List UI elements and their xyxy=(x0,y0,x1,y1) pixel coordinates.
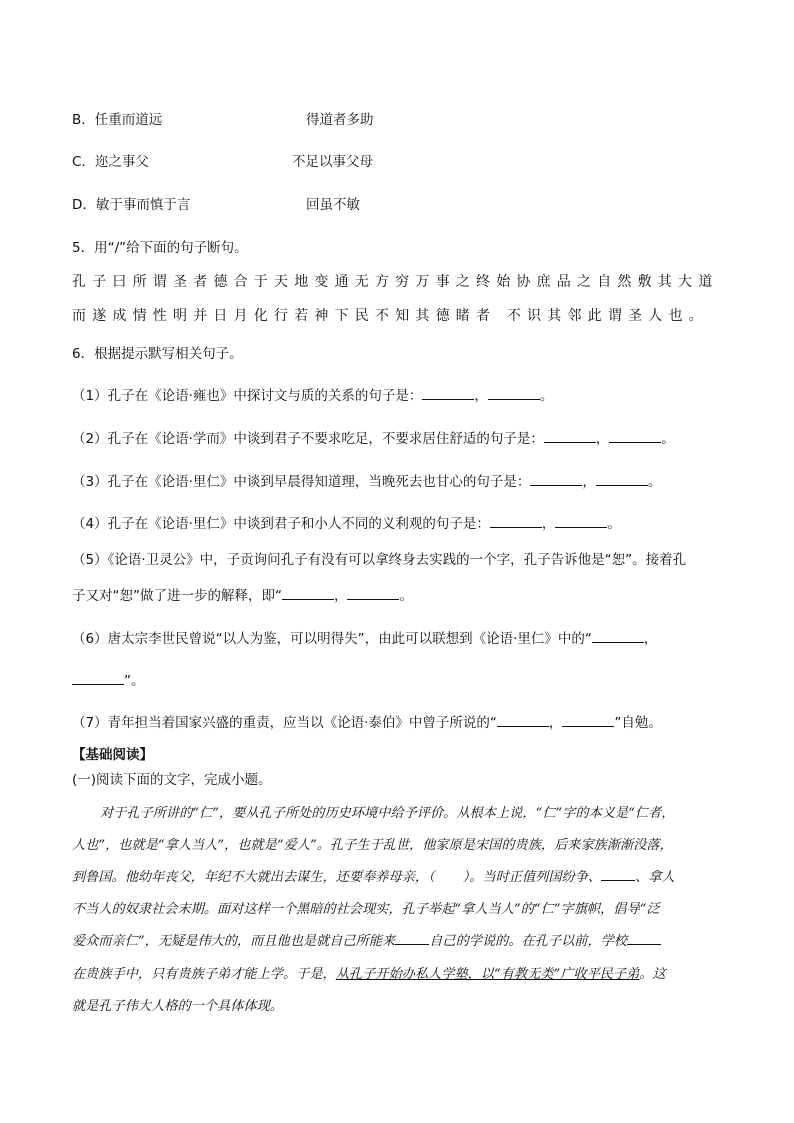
reading-heading: 【基础阅读】 xyxy=(72,747,153,763)
answer-blank[interactable] xyxy=(596,473,648,486)
separator: ， xyxy=(333,588,348,604)
answer-blank[interactable] xyxy=(488,387,540,400)
item-2-text: （2）孔子在《论语·学而》中谈到君子不要求吃足，不要求居住舒适的句子是： xyxy=(72,431,544,447)
passage-text: 到鲁国。他幼年丧父，年纪不大就出去谋生，还要奉养母亲，（ xyxy=(72,870,435,885)
question-6-item-6-line-2 xyxy=(72,669,145,689)
item-4-text: （4）孔子在《论语·里仁》中谈到君子和小人不同的义利观的句子是： xyxy=(72,516,490,532)
item-3-text: （3）孔子在《论语·里仁》中谈到早晨得知道理，当晚死去也甘心的句子是： xyxy=(72,474,531,490)
passage-line-1: 对于孔子所讲的“仁”，要从孔子所处的历史环境中给予评价。从根本上说，“仁”字的本义是“仁者， xyxy=(100,806,675,821)
answer-blank[interactable] xyxy=(544,430,596,443)
item-6-text: （6）唐太宗李世民曾说“以人为鉴，可以明得失”，由此可以联想到《论语·里仁》中的“ xyxy=(72,631,592,647)
question-5-text-line-1: 孔子曰所谓圣者德合于天地变通无方穷万事之终始协庶品之自然敷其大道 xyxy=(72,274,719,290)
passage-line-3 xyxy=(72,866,675,885)
passage-line-7: 就是孔子伟大人格的一个具体体现。 xyxy=(72,999,283,1014)
answer-blank[interactable] xyxy=(422,387,474,400)
reading-instruction: (一)阅读下面的文字，完成小题。 xyxy=(72,772,272,788)
option-c-left: C．迩之事父 xyxy=(72,154,149,170)
end-mark: ”。 xyxy=(124,673,145,689)
passage-line-4: 不当人的奴隶社会末期。面对这样一个黑暗的社会现实，孔子举起“拿人当人”的“仁”字旗帜，倡导“泛 xyxy=(72,902,660,917)
option-b-left: B．任重而道远 xyxy=(72,112,163,128)
answer-blank[interactable] xyxy=(562,714,614,727)
question-6-item-7 xyxy=(72,711,662,731)
answer-blank[interactable] xyxy=(530,473,582,486)
item-1-text: （1）孔子在《论语·雍也》中探讨文与质的关系的句子是： xyxy=(72,388,423,404)
question-5-text-line-2: 而遂成情性明并日月化行若神下民不知其德睹者 不识其邻此谓圣人也。 xyxy=(72,308,709,324)
answer-blank[interactable] xyxy=(497,714,549,727)
answer-blank[interactable] xyxy=(627,932,661,945)
option-b-right: 得道者多助 xyxy=(306,112,374,128)
passage-line-2: 人也”，也就是“拿人当人”，也就是“爱人”。孔子生于乱世，他家原是宋国的贵族，后来家族渐渐没落， xyxy=(72,838,673,853)
end-mark: 。 xyxy=(399,588,413,604)
passage-text: 、拿人 xyxy=(635,870,675,885)
answer-blank[interactable] xyxy=(592,630,644,643)
end-mark: 。 xyxy=(647,474,662,490)
question-6-item-2 xyxy=(72,427,675,447)
passage-text: 自己的学说的。在孔子以前，学校 xyxy=(429,934,628,949)
question-6-item-4 xyxy=(72,512,621,532)
answer-blank[interactable] xyxy=(395,932,429,945)
question-5-title: 5．用“/”给下面的句子断句。 xyxy=(72,240,248,256)
option-c-right: 不足以事父母 xyxy=(292,154,373,170)
answer-blank[interactable] xyxy=(601,868,635,881)
separator: ， xyxy=(548,715,563,731)
option-d-left: D．敏于事而慎于言 xyxy=(72,197,191,213)
passage-text: 。这 xyxy=(639,967,666,982)
end-mark: 。 xyxy=(539,388,554,404)
question-6-item-1 xyxy=(72,384,553,404)
question-6-title: 6．根据提示默写相关句子。 xyxy=(72,346,243,362)
question-6-item-6-line-1 xyxy=(72,627,657,647)
end-mark: 。 xyxy=(661,431,675,447)
answer-blank[interactable] xyxy=(609,430,661,443)
passage-line-5 xyxy=(72,930,661,949)
passage-text: 在贵族手中，只有贵族子弟才能上学。于是， xyxy=(72,967,336,982)
end-mark: 。 xyxy=(607,516,621,532)
separator: ， xyxy=(541,516,556,532)
answer-blank[interactable] xyxy=(282,587,334,600)
question-6-item-5-line-1: （5）《论语·卫灵公》中，子贡询问孔子有没有可以拿终身去实践的一个字，孔子告诉他是“恕”。接着孔 xyxy=(72,552,687,568)
item-5-text: 子又对“恕”做了进一步的解释，即“ xyxy=(72,588,282,604)
end-mark: ”自勉。 xyxy=(614,715,662,731)
option-d-right: 回虽不敏 xyxy=(306,197,360,213)
question-6-item-3 xyxy=(72,470,661,490)
underlined-sentence: 从孔子开始办私人学塾，以“有教无类”广收平民子弟 xyxy=(335,967,640,982)
separator: ， xyxy=(474,388,488,404)
answer-blank[interactable] xyxy=(72,672,124,685)
answer-blank[interactable] xyxy=(347,587,399,600)
item-7-text: （7）青年担当着国家兴盛的重责，应当以《论语·泰伯》中曾子所说的“ xyxy=(72,715,497,731)
passage-text: 爱众而亲仁”，无疑是伟大的，而且他也是就自己所能来 xyxy=(72,934,396,949)
separator: ， xyxy=(595,431,610,447)
passage-text: ）。当时正值列国纷争、 xyxy=(462,870,602,885)
question-6-item-5-line-2 xyxy=(72,584,413,604)
separator: ， xyxy=(582,474,596,490)
passage-line-6 xyxy=(72,963,666,982)
answer-blank[interactable] xyxy=(555,515,607,528)
answer-blank[interactable] xyxy=(490,515,542,528)
separator: ， xyxy=(643,631,658,647)
